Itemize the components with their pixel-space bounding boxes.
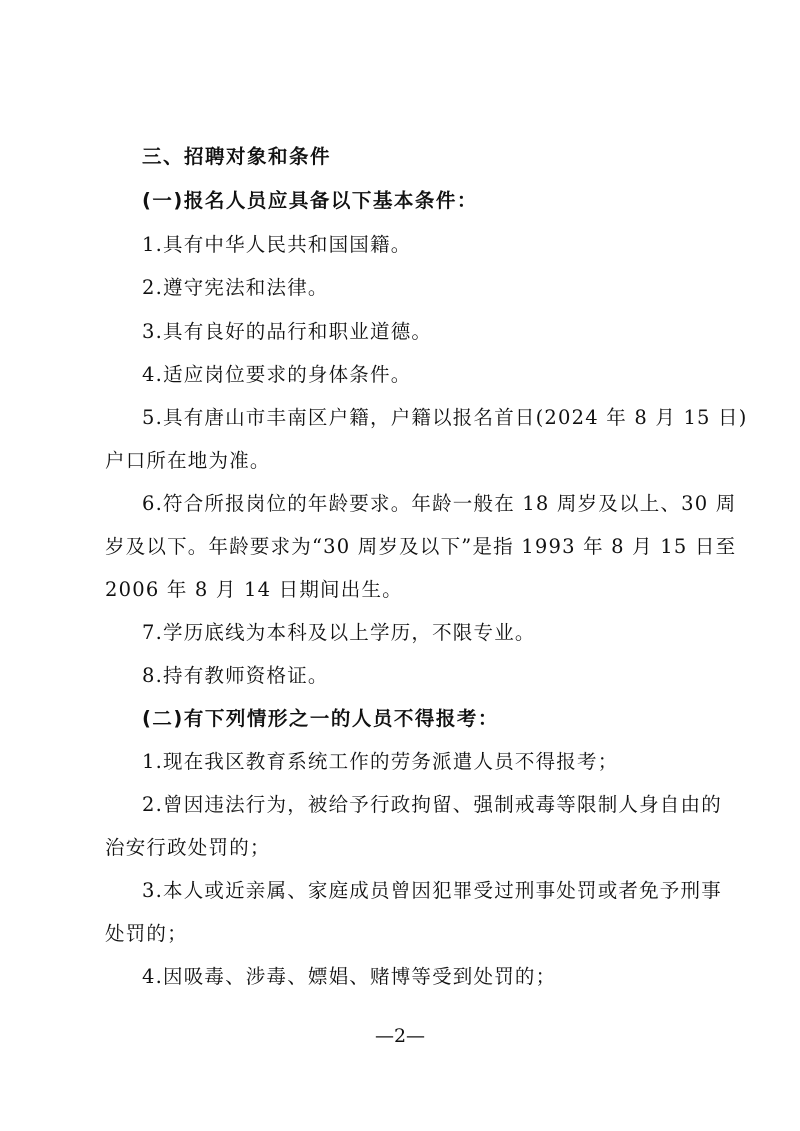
condition-item-2: 2.遵守宪法和法律。 xyxy=(142,276,329,299)
condition-item-3: 3.具有良好的品行和职业道德。 xyxy=(142,320,433,343)
condition-item-6-line-1: 6.符合所报岗位的年龄要求。年龄一般在 18 周岁及以上、30 周 xyxy=(142,492,737,515)
condition-item-5-line-2: 户口所在地为准。 xyxy=(105,449,271,472)
condition-item-1: 1.具有中华人民共和国国籍。 xyxy=(142,233,412,256)
exclusion-item-4: 4.因吸毒、涉毒、嫖娼、赌博等受到处罚的； xyxy=(142,965,557,988)
exclusions-title: (二)有下列情形之一的人员不得报考： xyxy=(142,707,499,730)
exclusion-item-3-line-2: 处罚的； xyxy=(105,922,188,945)
basic-conditions-title: (一)报名人员应具备以下基本条件： xyxy=(142,189,478,212)
exclusion-item-2-line-1: 2.曾因违法行为，被给予行政拘留、强制戒毒等限制人身自由的 xyxy=(142,793,722,816)
exclusion-item-1: 1.现在我区教育系统工作的劳务派遣人员不得报考； xyxy=(142,750,619,773)
condition-item-5-line-1: 5.具有唐山市丰南区户籍，户籍以报名首日(2024 年 8 月 15 日) xyxy=(142,406,748,429)
condition-item-7: 7.学历底线为本科及以上学历，不限专业。 xyxy=(142,621,536,644)
condition-item-8: 8.持有教师资格证。 xyxy=(142,664,329,687)
exclusion-item-3-line-1: 3.本人或近亲属、家庭成员曾因犯罪受过刑事处罚或者免予刑事 xyxy=(142,879,722,902)
section-heading: 三、招聘对象和条件 xyxy=(142,145,332,168)
condition-item-6-line-3: 2006 年 8 月 14 日期间出生。 xyxy=(105,578,403,601)
exclusion-item-2-line-2: 治安行政处罚的； xyxy=(105,836,271,859)
condition-item-6-line-2: 岁及以下。年龄要求为“30 周岁及以下”是指 1993 年 8 月 15 日至 xyxy=(105,535,737,558)
condition-item-4: 4.适应岗位要求的身体条件。 xyxy=(142,363,412,386)
page-number: —2— xyxy=(374,1025,426,1047)
